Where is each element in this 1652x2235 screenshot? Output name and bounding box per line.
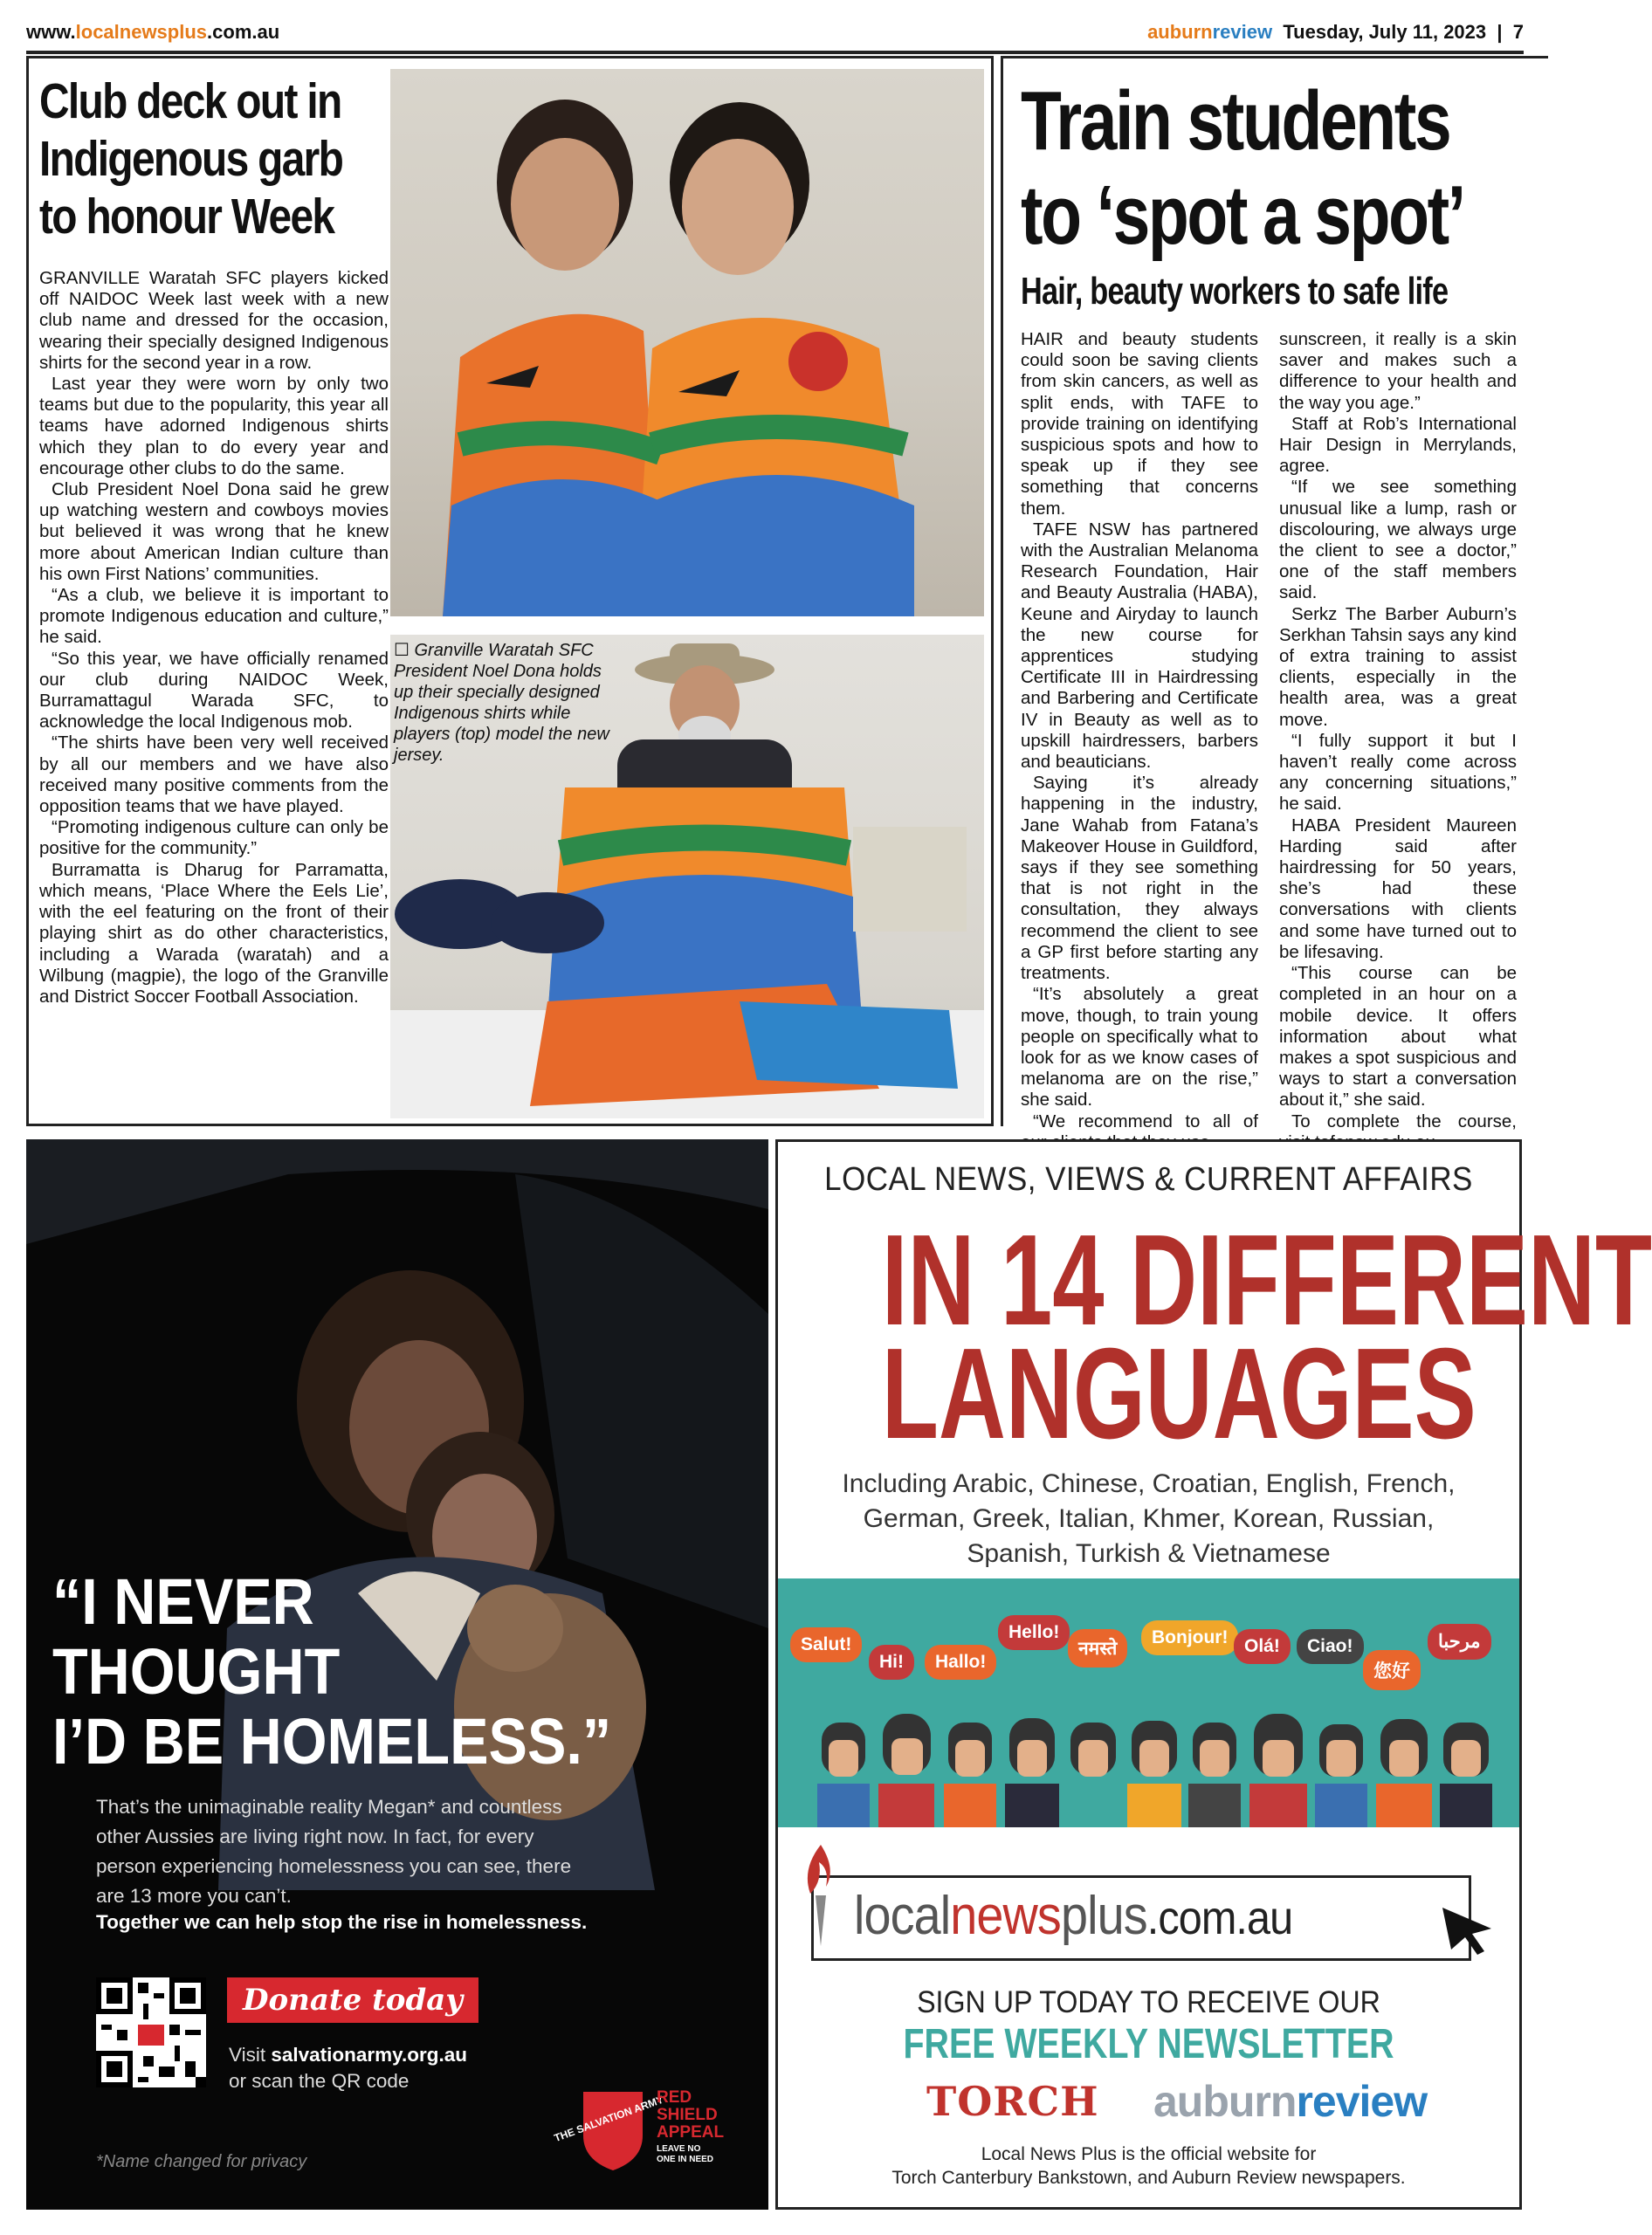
- issue-date: Tuesday, July 11, 2023: [1283, 21, 1487, 43]
- torch-flame-icon: [803, 1843, 838, 1948]
- qr-code[interactable]: [96, 1977, 206, 2087]
- salvation-army-ad[interactable]: [26, 1139, 768, 2210]
- paragraph: “This course can be completed in an hour on a mobile device. It offers information about what makes a spot suspicious and ways to start a conversation about it,” she said.: [1279, 963, 1517, 1111]
- ad2-languages: [778, 1467, 1519, 1571]
- logo-part: plus: [1060, 1886, 1147, 1946]
- paragraph: HABA President Maureen Harding said after hairdressing for 50 years, she’s had these conversations with clients and some have turned out to be lifesaving.: [1279, 815, 1517, 962]
- ad2-footer: [778, 2142, 1519, 2190]
- logo-part: .com.au: [1146, 1892, 1293, 1944]
- headline-line: Train students: [1021, 74, 1450, 168]
- quote-line: THOUGHT: [52, 1635, 341, 1708]
- red-shield-appeal: [657, 2089, 724, 2165]
- visit-url-link[interactable]: salvationarmy.org.au: [271, 2044, 468, 2066]
- big-line: LANGUAGES: [881, 1322, 1476, 1466]
- languages-line: Including Arabic, Chinese, Croatian, English, French,: [842, 1469, 1456, 1498]
- paragraph: “If we see something unusual like a lump, rash or discolouring, we always urge the client to see a doctor,” one of the staff members said.: [1279, 477, 1517, 603]
- qr-code-pattern: [96, 1977, 206, 2087]
- site-url-prefix: www.: [26, 21, 76, 43]
- salvation-army-shield-logo: [552, 2087, 665, 2174]
- visit-line: [229, 2040, 467, 2070]
- paragraph: Serkz The Barber Auburn’s Serkhan Tahsin says any kind of extra training to assist clients, especially in the health area, was a great move.: [1279, 603, 1517, 730]
- paper-name-b: review: [1212, 21, 1273, 43]
- footer-line: Torch Canterbury Bankstown, and Auburn Review newspapers.: [891, 2168, 1406, 2188]
- story2-col2: [1279, 329, 1517, 1153]
- cursor-arrow-icon: [1441, 1904, 1502, 1961]
- appeal-line: SHIELD: [657, 2106, 718, 2124]
- ad-quote: [52, 1567, 673, 1777]
- paragraph: To complete the course,: [1291, 1111, 1517, 1131]
- story2-headline: [1021, 74, 1575, 263]
- people-illustration: [778, 1688, 1519, 1827]
- big-line: IN 14 DIFFERENT: [881, 1208, 1652, 1352]
- ad2-top-line: LOCAL NEWS, VIEWS & CURRENT AFFAIRS: [824, 1161, 1473, 1198]
- greeting-bubble: Salut!: [790, 1627, 862, 1662]
- story2-col1: [1021, 329, 1258, 1153]
- story-club-indigenous: [26, 56, 994, 1126]
- players-photo-art: [390, 69, 984, 616]
- logo-part: local: [854, 1886, 951, 1946]
- paragraph: “As a club, we believe it is important to promote Indigenous education and culture,” he said.: [39, 585, 389, 648]
- story-spot-a-spot: [1001, 56, 1548, 1131]
- flame-icon: [803, 1843, 838, 1948]
- greeting-bubble: 您好: [1363, 1650, 1421, 1690]
- photo-caption: ☐ Granville Waratah SFC President Noel Dona holds up their specially designed Indigenous shirts while players (top) model the new jersey.: [394, 641, 609, 765]
- header-rule: [26, 51, 1524, 54]
- languages-line: Spanish, Turkish & Vietnamese: [967, 1539, 1331, 1568]
- footer-line: Local News Plus is the official website for: [981, 2144, 1317, 2164]
- headline-line: Club deck out in: [39, 73, 341, 129]
- localnewsplus-logo-box[interactable]: [811, 1875, 1471, 1961]
- paragraph: “We recommend to all of: [1033, 1111, 1258, 1131]
- localnewsplus-ad[interactable]: [775, 1139, 1652, 2210]
- paragraph: Last year they were worn by only two teams but due to the popularity, this year all teams have adorned Indigenous shirts which they plan to do every year and encourage other clubs to do the same.: [39, 374, 389, 478]
- greeting-bubble: Olá!: [1234, 1629, 1291, 1664]
- localnewsplus-logo: [854, 1885, 1292, 1947]
- paragraph: sunscreen, it really is a skin saver and makes such a difference to your health and the way you age.”: [1279, 329, 1517, 413]
- paper-name-a: auburn: [1147, 21, 1213, 43]
- paragraph: Saying it’s already happening in the industry, Jane Wahab from Fatana’s Makeover House in Guildford, says if they see something that is not right in the consultation, they always recommend the client to see a GP first before starting any treatments.: [1021, 773, 1258, 984]
- quote-line: I’D BE HOMELESS.”: [52, 1705, 612, 1778]
- paragraph: TAFE NSW has partnered with the Australian Melanoma Research Foundation, Hair and Beauty Australia (HABA), Keune and Airyday to launch the new course for apprentices studying Certificate III in Hairdressing and Barbering and Certificate IV in Beauty as well as to upskill hairdressers, barbers and beauticians.: [1021, 519, 1258, 773]
- headline-line: to honour Week: [39, 189, 334, 244]
- newsletter-button[interactable]: FREE WEEKLY NEWSLETTER: [903, 2021, 1394, 2067]
- paragraph: “Promoting indigenous culture can only be positive for the community.”: [39, 817, 389, 859]
- signup-line: SIGN UP TODAY TO RECEIVE OUR: [917, 1985, 1380, 2019]
- greeting-bubble: Hallo!: [925, 1645, 996, 1680]
- paragraph: HAIR and beauty students could soon be saving clients from skin cancers, as well as split ends, with TAFE to provide training on identifying suspicious spots and how to speak up if they see something that concerns them.: [1021, 329, 1258, 519]
- logo-part: review: [1296, 2077, 1428, 2126]
- site-url[interactable]: [26, 21, 279, 44]
- story1-body: [39, 268, 389, 1007]
- paragraph: “It’s absolutely a great move, though, to train young people on specifically what to look for as we know cases of melanoma are on the rise,” she said.: [1021, 984, 1258, 1111]
- visit-prefix: Visit: [229, 2044, 272, 2066]
- ad-footnote: *Name changed for privacy: [96, 2152, 307, 2171]
- paragraph: Burramatta is Dharug for Parramatta, which means, ‘Place Where the Eels Lie’, with the eel featuring on the front of their playing shirt as do other characteristics, including a Warada (waratah) and a Wilbung (magpie), the logo of the Granville and District Soccer Football Association.: [39, 859, 389, 1007]
- headline-line: Indigenous garb: [39, 131, 343, 187]
- story2-deck: Hair, beauty workers to safe life: [1021, 270, 1449, 313]
- ad2-big-headline: [778, 1208, 1652, 1466]
- greeting-bubble: नमस्ते: [1068, 1629, 1127, 1668]
- scan-text: or scan the QR code: [229, 2070, 410, 2092]
- shield-icon: [552, 2087, 665, 2174]
- donate-button[interactable]: Donate today: [227, 1977, 478, 2023]
- page-header: auburnreview Tuesday, July 11, 2023 | 7: [1147, 21, 1524, 43]
- site-url-brand: localnewsplus: [75, 21, 208, 43]
- torch-logo: TORCH: [926, 2078, 1099, 2125]
- greeting-bubble: Bonjour!: [1141, 1620, 1238, 1655]
- players-photo: [390, 69, 984, 616]
- pointer-icon: [1441, 1904, 1502, 1956]
- greeting-bubble: Hi!: [869, 1645, 914, 1680]
- photo-caption-text: Granville Waratah SFC President Noel Dona holds up their specially designed Indigenous shirts while players (top) model the new jersey.: [394, 641, 609, 765]
- paragraph: GRANVILLE Waratah SFC players kicked off NAIDOC Week last week with a new club name and dressed for the occasion, wearing their specially designed Indigenous shirts for the second year in a row.: [39, 268, 389, 373]
- appeal-sub-line: ONE IN NEED: [657, 2155, 714, 2164]
- greeting-bubble: Hello!: [998, 1615, 1070, 1650]
- paragraph: “The shirts have been very well received by all our members and we have also received many positive comments from the opposition teams that we have played.: [39, 732, 389, 817]
- headline-line: to ‘spot a spot’: [1021, 168, 1464, 262]
- paragraph: Staff at Rob’s International Hair Design in Merrylands, agree.: [1279, 413, 1517, 477]
- languages-line: German, Greek, Italian, Khmer, Korean, Russian,: [863, 1504, 1435, 1533]
- site-url-suffix: .com.au: [207, 21, 280, 43]
- logo-part: news: [950, 1886, 1061, 1946]
- paragraph: “I fully support it but I haven’t really come across any concerning situations,” he said.: [1279, 730, 1517, 815]
- appeal-line: RED: [657, 2088, 692, 2107]
- auburn-review-logo: [1153, 2076, 1427, 2127]
- ad-body-text: That’s the unimaginable reality Megan* and countless other Aussies are living right now. In fact, for every person experiencing homelessness you can see, there are 13 more you can’t.: [96, 1796, 572, 1907]
- quote-line: “I NEVER: [52, 1565, 314, 1638]
- greeting-bubble: مرحبا: [1428, 1624, 1491, 1660]
- greetings-graphic: [778, 1578, 1519, 1827]
- paragraph: Club President Noel Dona said he grew up watching western and cowboys movies but believed it was wrong that he knew more about American Indian culture than his own First Nations’ communities.: [39, 479, 389, 584]
- appeal-sub-line: LEAVE NO: [657, 2144, 701, 2154]
- appeal-line: APPEAL: [657, 2123, 725, 2142]
- logo-part: auburn: [1153, 2077, 1297, 2126]
- story1-headline: [39, 72, 406, 245]
- ad-tagline: Together we can help stop the rise in homelessness.: [96, 1911, 588, 1933]
- greeting-bubble: Ciao!: [1297, 1629, 1364, 1664]
- page-number: 7: [1512, 21, 1524, 43]
- paragraph: “So this year, we have officially renamed our club during NAIDOC Week, Burramattagul Warada SFC, to acknowledge the local Indigenous mob.: [39, 648, 389, 732]
- shield-text: THE SALVATION ARMY: [552, 2093, 665, 2145]
